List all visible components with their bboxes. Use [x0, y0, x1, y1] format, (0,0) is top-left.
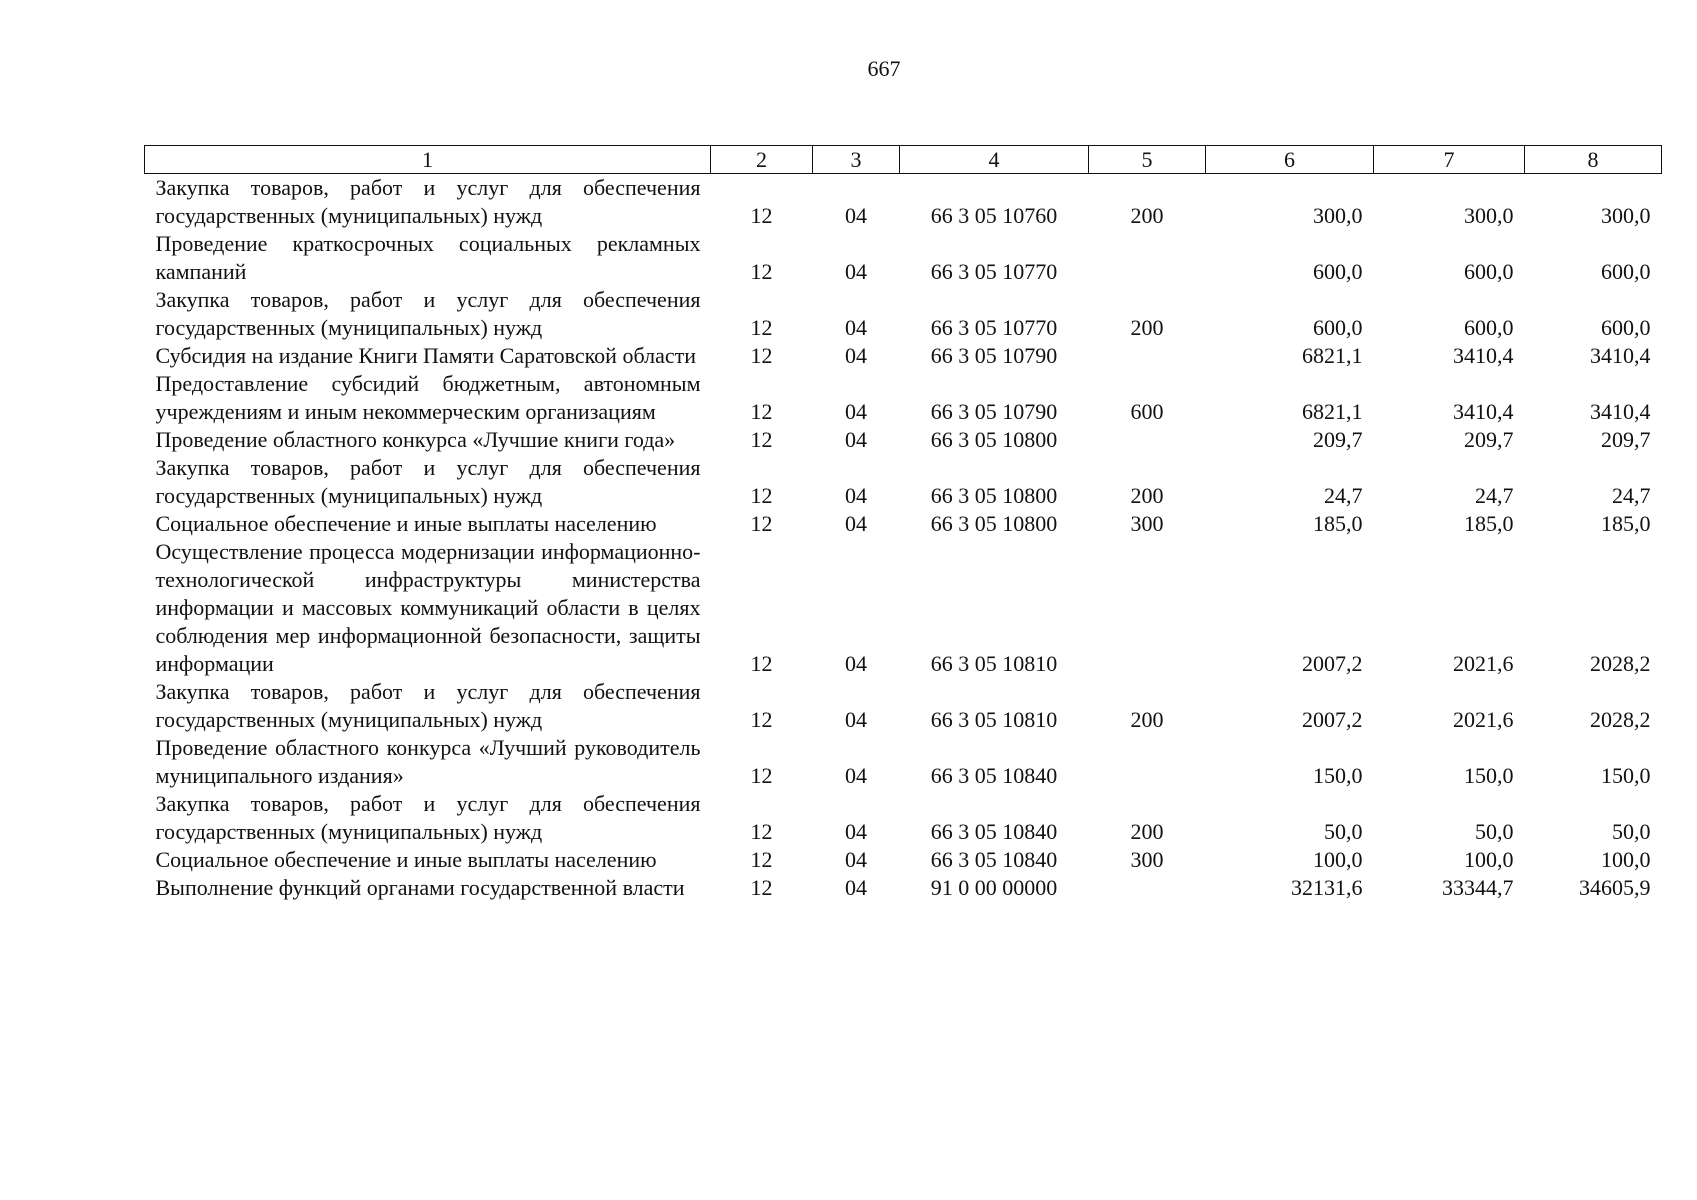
target-article-code: 66 3 05 10800 [930, 427, 1058, 452]
target-article-code: 66 3 05 10800 [930, 511, 1058, 536]
item-name: Социальное обеспечение и иные выплаты населению [155, 847, 657, 872]
section-code: 12 [750, 707, 773, 732]
amount-col-8: 209,7 [1601, 427, 1651, 452]
section-code: 12 [750, 203, 773, 228]
amount-col-6: 300,0 [1313, 203, 1363, 228]
amount-col-6: 209,7 [1313, 427, 1363, 452]
amount-col-7: 100,0 [1464, 847, 1514, 872]
table-row [145, 286, 1662, 342]
section-code: 12 [750, 847, 773, 872]
target-article-code: 66 3 05 10810 [930, 651, 1058, 676]
expense-type-code: 300 [1130, 847, 1164, 872]
table-row [145, 790, 1662, 846]
amount-col-7: 2021,6 [1453, 707, 1514, 732]
section-code: 12 [750, 399, 773, 424]
expense-type-code: 200 [1130, 203, 1164, 228]
amount-col-7: 50,0 [1475, 819, 1514, 844]
table-row [145, 846, 1662, 874]
expense-type-code [1089, 538, 1206, 678]
section-code: 12 [750, 763, 773, 788]
amount-col-8: 600,0 [1601, 315, 1651, 340]
target-article-code: 66 3 05 10760 [930, 203, 1058, 228]
expense-type-code: 200 [1130, 483, 1164, 508]
expense-type-code: 200 [1130, 819, 1164, 844]
subsection-code: 04 [845, 203, 867, 228]
amount-col-8: 3410,4 [1590, 343, 1651, 368]
amount-col-6: 600,0 [1313, 259, 1363, 284]
amount-col-7: 300,0 [1464, 203, 1514, 228]
section-code: 12 [750, 483, 773, 508]
item-name: Закупка товаров, работ и услуг для обеспечения государственных (муниципальных) нужд [155, 455, 701, 508]
amount-col-7: 209,7 [1464, 427, 1514, 452]
table-row [145, 426, 1662, 454]
target-article-code: 66 3 05 10770 [930, 315, 1058, 340]
amount-col-7: 600,0 [1464, 315, 1514, 340]
subsection-code: 04 [845, 343, 867, 368]
section-code: 12 [750, 427, 773, 452]
expense-type-code [1089, 734, 1206, 790]
amount-col-8: 34605,9 [1579, 875, 1651, 900]
section-code: 12 [750, 343, 773, 368]
table-row [145, 734, 1662, 790]
target-article-code: 66 3 05 10790 [930, 343, 1058, 368]
amount-col-7: 185,0 [1464, 511, 1514, 536]
table-row [145, 874, 1662, 902]
item-name: Выполнение функций органами государственной власти [155, 875, 685, 900]
section-code: 12 [750, 819, 773, 844]
subsection-code: 04 [845, 483, 867, 508]
amount-col-7: 3410,4 [1453, 343, 1514, 368]
amount-col-6: 185,0 [1313, 511, 1363, 536]
amount-col-7: 24,7 [1475, 483, 1514, 508]
subsection-code: 04 [845, 763, 867, 788]
item-name: Социальное обеспечение и иные выплаты населению [155, 511, 657, 536]
table-body [145, 174, 1662, 903]
subsection-code: 04 [845, 315, 867, 340]
expense-type-code: 300 [1130, 511, 1164, 536]
header-cell-4: 4 [900, 146, 1089, 174]
amount-col-6: 50,0 [1324, 819, 1363, 844]
expense-type-code [1089, 426, 1206, 454]
amount-col-7: 150,0 [1464, 763, 1514, 788]
item-name: Закупка товаров, работ и услуг для обеспечения государственных (муниципальных) нужд [155, 791, 701, 844]
amount-col-6: 6821,1 [1302, 399, 1363, 424]
table-row [145, 538, 1662, 678]
amount-col-8: 50,0 [1612, 819, 1651, 844]
item-name: Проведение областного конкурса «Лучший руководитель муниципального издания» [155, 735, 701, 788]
amount-col-8: 2028,2 [1590, 707, 1651, 732]
target-article-code: 66 3 05 10810 [930, 707, 1058, 732]
target-article-code: 66 3 05 10770 [930, 259, 1058, 284]
table-row [145, 678, 1662, 734]
target-article-code: 66 3 05 10790 [930, 399, 1058, 424]
section-code: 12 [750, 511, 773, 536]
item-name: Закупка товаров, работ и услуг для обеспечения государственных (муниципальных) нужд [155, 679, 701, 732]
section-code: 12 [750, 259, 773, 284]
header-row [145, 146, 1662, 174]
header-cell-2: 2 [711, 146, 813, 174]
subsection-code: 04 [845, 427, 867, 452]
amount-col-7: 600,0 [1464, 259, 1514, 284]
amount-col-7: 33344,7 [1442, 875, 1514, 900]
table-row [145, 342, 1662, 370]
amount-col-8: 300,0 [1601, 203, 1651, 228]
amount-col-8: 24,7 [1612, 483, 1651, 508]
section-code: 12 [750, 651, 773, 676]
expense-type-code [1089, 874, 1206, 902]
item-name: Закупка товаров, работ и услуг для обеспечения государственных (муниципальных) нужд [155, 287, 701, 340]
amount-col-6: 600,0 [1313, 315, 1363, 340]
amount-col-6: 150,0 [1313, 763, 1363, 788]
subsection-code: 04 [845, 875, 867, 900]
section-code: 12 [750, 875, 773, 900]
table-row [145, 230, 1662, 286]
expense-type-code: 200 [1130, 707, 1164, 732]
amount-col-6: 2007,2 [1302, 707, 1363, 732]
subsection-code: 04 [845, 707, 867, 732]
subsection-code: 04 [845, 847, 867, 872]
target-article-code: 66 3 05 10800 [930, 483, 1058, 508]
expense-type-code [1089, 230, 1206, 286]
amount-col-7: 2021,6 [1453, 651, 1514, 676]
amount-col-8: 600,0 [1601, 259, 1651, 284]
table-row [145, 454, 1662, 510]
target-article-code: 66 3 05 10840 [930, 847, 1058, 872]
amount-col-6: 6821,1 [1302, 343, 1363, 368]
target-article-code: 91 0 00 00000 [930, 875, 1058, 900]
item-name: Осуществление процесса модернизации информационно-технологической инфраструктуры министерства информации и массовых коммуникаций области в целях соблюдения мер информационной безопасности, защиты информации [155, 539, 701, 676]
item-name: Закупка товаров, работ и услуг для обеспечения государственных (муниципальных) нужд [155, 175, 701, 228]
page-number: 667 [867, 56, 901, 81]
expense-type-code: 200 [1130, 315, 1164, 340]
amount-col-8: 2028,2 [1590, 651, 1651, 676]
amount-col-6: 32131,6 [1291, 875, 1363, 900]
budget-table [144, 145, 1662, 902]
table-row [145, 510, 1662, 538]
amount-col-7: 3410,4 [1453, 399, 1514, 424]
amount-col-8: 185,0 [1601, 511, 1651, 536]
amount-col-6: 2007,2 [1302, 651, 1363, 676]
amount-col-8: 3410,4 [1590, 399, 1651, 424]
section-code: 12 [750, 315, 773, 340]
header-cell-5: 5 [1089, 146, 1206, 174]
header-cell-6: 6 [1206, 146, 1374, 174]
target-article-code: 66 3 05 10840 [930, 819, 1058, 844]
header-cell-7: 7 [1374, 146, 1525, 174]
amount-col-6: 100,0 [1313, 847, 1363, 872]
header-cell-1: 1 [145, 146, 711, 174]
subsection-code: 04 [845, 651, 867, 676]
header-cell-3: 3 [813, 146, 900, 174]
subsection-code: 04 [845, 819, 867, 844]
item-name: Субсидия на издание Книги Памяти Саратовской области [155, 343, 696, 368]
expense-type-code [1089, 342, 1206, 370]
subsection-code: 04 [845, 511, 867, 536]
expense-type-code: 600 [1130, 399, 1164, 424]
table-row [145, 370, 1662, 426]
table-row [145, 174, 1662, 231]
item-name: Проведение краткосрочных социальных рекламных кампаний [155, 231, 701, 284]
target-article-code: 66 3 05 10840 [930, 763, 1058, 788]
header-cell-8: 8 [1525, 146, 1662, 174]
item-name: Предоставление субсидий бюджетным, автономным учреждениям и иным некоммерческим организациям [155, 371, 701, 424]
item-name: Проведение областного конкурса «Лучшие книги года» [155, 427, 676, 452]
subsection-code: 04 [845, 259, 867, 284]
subsection-code: 04 [845, 399, 867, 424]
amount-col-8: 150,0 [1601, 763, 1651, 788]
amount-col-6: 24,7 [1324, 483, 1363, 508]
amount-col-8: 100,0 [1601, 847, 1651, 872]
